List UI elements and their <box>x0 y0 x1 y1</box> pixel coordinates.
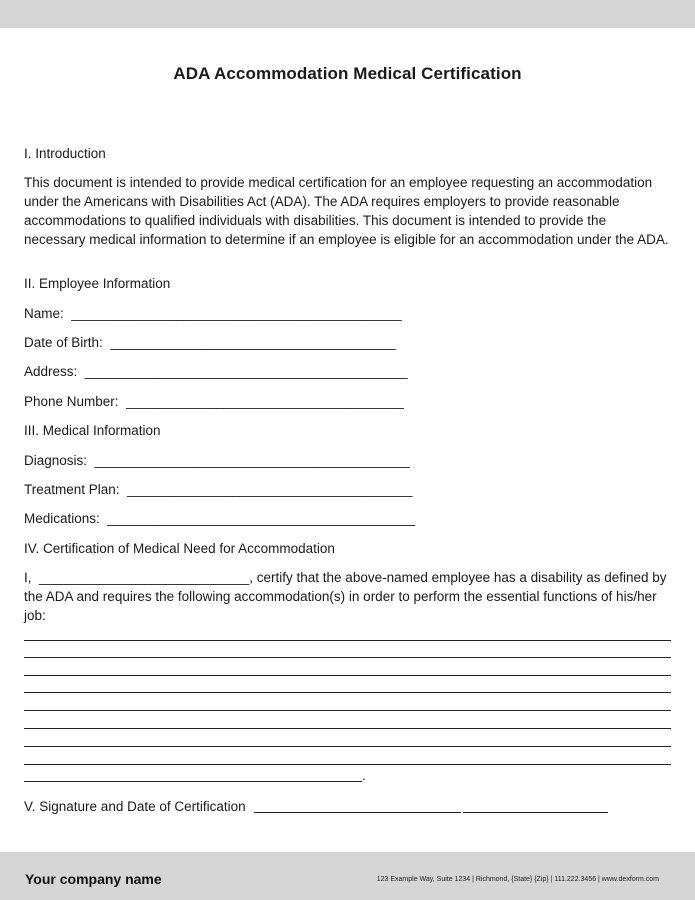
intro-heading: I. Introduction <box>24 146 106 161</box>
dob-field[interactable] <box>24 334 396 352</box>
dob-blank[interactable]: ______________________________________ <box>106 335 396 350</box>
certification-prefix: I, <box>24 570 32 585</box>
accommodation-line-9[interactable] <box>24 781 362 782</box>
medical-heading: III. Medical Information <box>24 423 161 438</box>
accommodation-line-6[interactable] <box>24 728 671 729</box>
page-title: ADA Accommodation Medical Certification <box>173 64 522 83</box>
certification-text: , certify that the above-named employee has a disability as defined by the ADA and requires the following accommodation(s) in order to perform the essential functions of his/her job: <box>24 570 667 623</box>
certifier-name-blank[interactable]: ____________________________ <box>35 570 250 585</box>
footer-bar <box>0 852 695 900</box>
phone-blank[interactable]: _____________________________________ <box>122 394 404 409</box>
certification-paragraph <box>24 568 669 625</box>
accommodation-line-3[interactable] <box>24 675 671 676</box>
accommodation-line-4[interactable] <box>24 692 671 693</box>
diagnosis-label: Diagnosis: <box>24 453 88 468</box>
phone-label: Phone Number: <box>24 394 119 409</box>
signature-label: V. Signature and Date of Certification <box>24 799 246 814</box>
dob-label: Date of Birth: <box>24 335 103 350</box>
accommodation-line-2[interactable] <box>24 657 671 658</box>
employee-heading: II. Employee Information <box>24 276 171 291</box>
accommodation-line-1[interactable] <box>24 640 671 641</box>
medications-label: Medications: <box>24 511 100 526</box>
accommodation-line-7[interactable] <box>24 746 671 747</box>
treatment-blank[interactable]: ______________________________________ <box>123 482 413 497</box>
certification-heading: IV. Certification of Medical Need for Accommodation <box>24 541 335 556</box>
address-blank[interactable]: ___________________________________________ <box>81 364 408 379</box>
treatment-label: Treatment Plan: <box>24 482 120 497</box>
accommodation-line-8[interactable] <box>24 764 671 765</box>
treatment-field[interactable] <box>24 481 412 499</box>
intro-paragraph: This document is intended to provide medical certification for an employee requesting an accommodation under the Americans with Disabilities Act (ADA). The ADA requires employers to provide reasonable accommodations to qualified individuals with disabilities. This document is intended to provide the necessary medical information to determine if an employee is eligible for an accommodation under the ADA. <box>24 175 669 247</box>
accommodation-line-5[interactable] <box>24 710 671 711</box>
signature-line[interactable] <box>254 812 461 813</box>
company-contact: 123 Example Way, Suite 1234 | Richmond, {State} {Zip} | 111.222.3456 | www.dexform.com <box>376 876 659 883</box>
top-band <box>0 0 695 28</box>
medications-field[interactable] <box>24 510 415 528</box>
name-label: Name: <box>24 306 64 321</box>
phone-field[interactable] <box>24 393 404 411</box>
diagnosis-blank[interactable]: __________________________________________ <box>90 453 410 468</box>
diagnosis-field[interactable] <box>24 452 410 470</box>
date-line[interactable] <box>463 812 608 813</box>
address-field[interactable] <box>24 363 408 381</box>
closing-period: . <box>362 768 366 783</box>
medications-blank[interactable]: _________________________________________ <box>103 511 416 526</box>
address-label: Address: <box>24 364 78 379</box>
name-field[interactable] <box>24 305 402 323</box>
name-blank[interactable]: ____________________________________________ <box>67 306 402 321</box>
company-name: Your company name <box>25 871 162 887</box>
